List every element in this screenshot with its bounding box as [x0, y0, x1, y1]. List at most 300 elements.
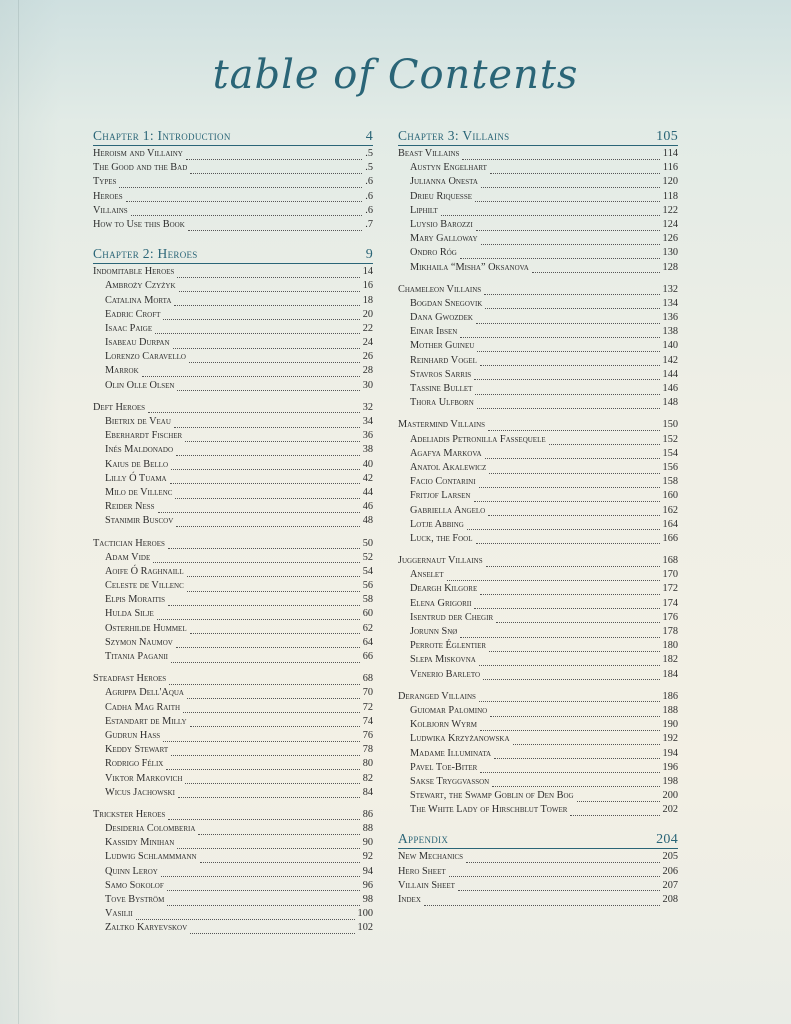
entry-page-number: 94: [362, 865, 373, 877]
dot-leader: [481, 238, 660, 245]
toc-entry-adeliadis-petronilla-fassequele[interactable]: [398, 434, 678, 448]
dot-leader: [492, 780, 659, 787]
entry-label: Reinhard Vogel: [410, 354, 477, 366]
toc-entry-austyn-engelhart[interactable]: [398, 162, 678, 176]
dot-leader: [200, 856, 360, 863]
toc-entry-dana-gwozdek[interactable]: [398, 312, 678, 326]
entry-page-number: 158: [662, 476, 678, 488]
toc-entry-ludwig-schlammmann[interactable]: [93, 851, 373, 865]
entry-label: Milo de Villenc: [105, 486, 173, 498]
toc-entry-quinn-leroy[interactable]: [93, 866, 373, 880]
entry-label: Types: [93, 176, 117, 188]
toc-entry-rodrigo-f-lix[interactable]: [93, 758, 373, 772]
entry-label: Tassine Bullet: [410, 383, 473, 394]
chapter-title: Appendix: [398, 831, 449, 847]
toc-entry-vasilii[interactable]: [93, 908, 373, 922]
toc-entry-wicus-jachowski[interactable]: [93, 787, 373, 801]
entry-page-number: 22: [362, 322, 373, 334]
dot-leader: [488, 424, 660, 431]
toc-entry-ondro-r-g[interactable]: [398, 247, 678, 261]
toc-entry-aoife-raghnaill[interactable]: [93, 566, 373, 580]
entry-label: Gabriella Angelo: [410, 504, 486, 516]
entry-label: Slepa Miskovna: [410, 654, 476, 666]
toc-entry-kolbjorn-wyrm[interactable]: [398, 719, 678, 733]
toc-entry-samo-sokolof[interactable]: [93, 880, 373, 894]
chapter-heading-chapter-2-heroes[interactable]: [93, 246, 373, 264]
toc-entry-pavel-toe-biter[interactable]: [398, 762, 678, 776]
entry-page-number: 20: [362, 308, 373, 320]
toc-section-tactician-heroes[interactable]: [93, 538, 373, 552]
entry-page-number: 162: [662, 504, 678, 516]
entry-label: Villain Sheet: [398, 879, 455, 891]
entry-label: Elena Grigorii: [410, 597, 472, 609]
toc-entry-milo-de-villenc[interactable]: [93, 487, 373, 501]
entry-page-number: 90: [362, 837, 373, 849]
chapter-page-number: 9: [365, 247, 373, 263]
entry-label: Desideria Colomberia: [105, 823, 196, 835]
toc-entry-luck-the-fool[interactable]: [398, 533, 678, 547]
entry-page-number: .6: [365, 190, 373, 202]
entry-page-number: 126: [662, 233, 678, 245]
toc-entry-jorunn-sn[interactable]: [398, 626, 678, 640]
entry-page-number: 184: [662, 668, 678, 680]
entry-page-number: 40: [362, 458, 373, 470]
entry-label: Tove Byström: [105, 894, 165, 905]
entry-label: Luck, the Fool: [410, 532, 473, 544]
entry-page-number: 182: [662, 654, 678, 666]
entry-page-number: 32: [362, 401, 373, 413]
entry-page-number: 142: [662, 354, 678, 366]
toc-entry-isabeau-durpan[interactable]: [93, 337, 373, 351]
dot-leader: [486, 560, 660, 567]
entry-page-number: 70: [362, 687, 373, 699]
entry-page-number: 136: [662, 312, 678, 324]
toc-column-right: [398, 128, 678, 908]
entry-label: Ludwig Schlammmann: [105, 851, 197, 863]
entry-label: Kaius de Bello: [105, 458, 169, 470]
toc-entry-gabriella-angelo[interactable]: [398, 505, 678, 519]
entry-page-number: 80: [362, 758, 373, 770]
entry-page-number: 192: [662, 733, 678, 745]
toc-section-hero-sheet[interactable]: [398, 866, 678, 880]
toc-entry-reinhard-vogel[interactable]: [398, 355, 678, 369]
dot-leader: [178, 791, 360, 798]
dot-leader: [168, 542, 360, 549]
entry-page-number: 144: [662, 368, 678, 380]
entry-label: Deranged Villains: [398, 690, 476, 702]
chapter-title: Chapter 1: Introduction: [93, 128, 231, 143]
toc-section-beast-villains[interactable]: [398, 148, 678, 162]
toc-entry-agafya-markova[interactable]: [398, 448, 678, 462]
toc-section-how-to-use-this-book[interactable]: [93, 219, 373, 233]
dot-leader: [490, 167, 660, 174]
dot-leader: [185, 777, 359, 784]
toc-entry-adam-vide[interactable]: [93, 552, 373, 566]
toc-entry-ambro-y-czy-yk[interactable]: [93, 280, 373, 294]
toc-section-indomitable-heroes[interactable]: [93, 266, 373, 280]
dot-leader: [477, 402, 660, 409]
dot-leader: [485, 452, 660, 459]
entry-page-number: 160: [662, 490, 678, 502]
entry-label: Lilly Ó Tuama: [105, 472, 167, 484]
toc-entry-perrote-glentier[interactable]: [398, 640, 678, 654]
chapter-title: Chapter 3: Villains: [398, 128, 510, 143]
toc-entry-stewart-the-swamp-goblin-of-den-bog[interactable]: [398, 790, 678, 804]
dot-leader: [460, 331, 659, 338]
entry-label: Stavros Sarris: [410, 368, 472, 380]
entry-page-number: .6: [365, 176, 373, 188]
toc-section-villain-sheet[interactable]: [398, 880, 678, 894]
dot-leader: [441, 209, 660, 216]
toc-section-index[interactable]: [398, 894, 678, 908]
dot-leader: [188, 224, 362, 231]
toc-section-deft-heroes[interactable]: [93, 402, 373, 416]
toc-entry-estandart-de-milly[interactable]: [93, 716, 373, 730]
toc-entry-eberhardt-fischer[interactable]: [93, 430, 373, 444]
dot-leader: [490, 710, 659, 717]
entry-page-number: 72: [362, 701, 373, 713]
entry-label: Jorunn Snø: [410, 626, 458, 637]
toc-entry-hulda-silje[interactable]: [93, 608, 373, 622]
dot-leader: [171, 656, 360, 663]
entry-label: Einar Ibsen: [410, 326, 458, 338]
entry-page-number: 38: [362, 444, 373, 456]
toc-entry-zaltko-karyevskov[interactable]: [93, 922, 373, 936]
entry-label: Mastermind Villains: [398, 419, 486, 431]
entry-label: Marrok: [105, 365, 139, 377]
entry-label: Facio Contarini: [410, 476, 476, 488]
toc-section-mastermind-villains[interactable]: [398, 419, 678, 433]
toc-section-types[interactable]: [93, 176, 373, 190]
entry-page-number: 100: [357, 908, 373, 920]
toc-section-trickster-heroes[interactable]: [93, 809, 373, 823]
toc-entry-osterhilde-hummel[interactable]: [93, 623, 373, 637]
entry-page-number: .5: [365, 148, 373, 159]
entry-page-number: 42: [362, 472, 373, 484]
entry-label: Kolbjorn Wyrm: [410, 719, 477, 731]
toc-entry-tove-bystr-m[interactable]: [93, 894, 373, 908]
dot-leader: [142, 370, 360, 377]
entry-page-number: 66: [362, 651, 373, 662]
entry-page-number: 34: [362, 416, 373, 427]
entry-page-number: .6: [365, 204, 373, 216]
chapter-heading-chapter-1-introduction[interactable]: [93, 128, 373, 146]
toc-entry-isentrud-der-chegir[interactable]: [398, 612, 678, 626]
entry-label: Celeste de Villenc: [105, 580, 184, 592]
entry-page-number: 172: [662, 583, 678, 595]
entry-page-number: 54: [362, 565, 373, 577]
toc-section-the-good-and-the-bad[interactable]: [93, 162, 373, 176]
entry-page-number: 180: [662, 640, 678, 652]
entry-label: Liphilt: [410, 204, 438, 216]
entry-label: Anatol Akalewicz: [410, 461, 487, 473]
dot-leader: [458, 884, 660, 891]
toc-entry-catalina-morta[interactable]: [93, 295, 373, 309]
entry-page-number: 186: [662, 690, 678, 702]
toc-entry-mary-galloway[interactable]: [398, 233, 678, 247]
dot-leader: [131, 209, 363, 216]
map-decoration: [0, 0, 60, 1024]
entry-page-number: 164: [662, 518, 678, 530]
toc-section-new-mechanics[interactable]: [398, 851, 678, 865]
dot-leader: [119, 181, 362, 188]
chapter-heading-chapter-3-villains[interactable]: [398, 128, 678, 146]
toc-entry-anatol-akalewicz[interactable]: [398, 462, 678, 476]
entry-page-number: 188: [662, 704, 678, 716]
dot-leader: [190, 627, 360, 634]
toc-entry-marrok[interactable]: [93, 365, 373, 379]
entry-page-number: 24: [362, 337, 373, 349]
entry-page-number: 48: [362, 515, 373, 527]
entry-page-number: 116: [662, 162, 678, 174]
toc-section-chameleon-villains[interactable]: [398, 284, 678, 298]
entry-label: Chameleon Villains: [398, 283, 482, 295]
entry-label: Anselet: [410, 569, 444, 581]
toc-entry-luysio-barozzi[interactable]: [398, 219, 678, 233]
dot-leader: [176, 520, 359, 527]
dot-leader: [476, 224, 660, 231]
entry-page-number: 74: [362, 715, 373, 727]
entry-label: Tactician Heroes: [93, 537, 165, 549]
entry-label: Keddy Stewart: [105, 744, 169, 756]
entry-label: Zaltko Karyevskov: [105, 922, 188, 934]
entry-label: Deft Heroes: [93, 401, 146, 413]
toc-entry-reider-ness[interactable]: [93, 501, 373, 515]
dot-leader: [163, 313, 359, 320]
entry-label: Luysio Barozzi: [410, 218, 473, 230]
entry-label: Lotje Abbing: [410, 518, 464, 530]
chapter-heading-appendix[interactable]: [398, 831, 678, 849]
entry-label: Fritjof Larsen: [410, 490, 471, 502]
dot-leader: [488, 509, 659, 516]
toc-entry-slepa-miskovna[interactable]: [398, 654, 678, 668]
dot-leader: [513, 738, 660, 745]
entry-label: Hero Sheet: [398, 865, 446, 877]
toc-entry-the-white-lady-of-hirschblut-tower[interactable]: [398, 804, 678, 818]
toc-section-deranged-villains[interactable]: [398, 691, 678, 705]
entry-page-number: .5: [365, 162, 373, 174]
toc-entry-isaac-paige[interactable]: [93, 323, 373, 337]
dot-leader: [198, 828, 359, 835]
dot-leader: [483, 673, 660, 680]
entry-page-number: 205: [662, 851, 678, 863]
entry-page-number: 62: [362, 622, 373, 634]
toc-entry-ludwika-krzy-anowska[interactable]: [398, 733, 678, 747]
entry-page-number: 124: [662, 218, 678, 230]
dot-leader: [577, 795, 660, 802]
toc-entry-drieu-riquesse[interactable]: [398, 191, 678, 205]
entry-label: Ludwika Krzyżanowska: [410, 733, 510, 745]
toc-entry-keddy-stewart[interactable]: [93, 744, 373, 758]
entry-label: Venerio Barleto: [410, 668, 481, 680]
dot-leader: [177, 842, 359, 849]
toc-section-juggernaut-villains[interactable]: [398, 555, 678, 569]
entry-label: Stanimir Buscov: [105, 515, 174, 527]
entry-label: Agafya Markova: [410, 447, 482, 459]
toc-entry-agrippa-dell-aqua[interactable]: [93, 687, 373, 701]
dot-leader: [185, 435, 359, 442]
entry-page-number: 60: [362, 608, 373, 620]
toc-entry-facio-contarini[interactable]: [398, 476, 678, 490]
toc-entry-szymon-naumov[interactable]: [93, 637, 373, 651]
toc-entry-mother-guineu[interactable]: [398, 340, 678, 354]
dot-leader: [475, 388, 659, 395]
entry-label: Cadha Mag Raith: [105, 701, 181, 713]
chapter-page-number: 105: [656, 129, 678, 144]
toc-entry-cadha-mag-raith[interactable]: [93, 702, 373, 716]
toc-entry-olin-olle-olsen[interactable]: [93, 380, 373, 394]
toc-entry-bietrix-de-veau[interactable]: [93, 416, 373, 430]
toc-entry-sakse-tryggvasson[interactable]: [398, 776, 678, 790]
toc-entry-fritjof-larsen[interactable]: [398, 490, 678, 504]
entry-label: Mikhaila “Misha” Oksanova: [410, 261, 529, 273]
entry-label: Estandart de Milly: [105, 715, 187, 727]
entry-page-number: 96: [362, 879, 373, 891]
entry-label: Heroes: [93, 190, 123, 202]
dot-leader: [189, 356, 360, 363]
entry-page-number: 118: [662, 190, 678, 202]
entry-page-number: 76: [362, 729, 373, 741]
toc-entry-stanimir-buscov[interactable]: [93, 515, 373, 529]
entry-label: Isentrud der Chegir: [410, 611, 494, 623]
toc-entry-gudrun-hass[interactable]: [93, 730, 373, 744]
entry-page-number: 202: [662, 804, 678, 816]
dot-leader: [168, 599, 360, 606]
entry-label: How to Use this Book: [93, 218, 185, 230]
dot-leader: [158, 506, 360, 513]
toc-entry-anselet[interactable]: [398, 569, 678, 583]
toc-entry-thora-ulfborn[interactable]: [398, 397, 678, 411]
entry-label: Vasilii: [105, 908, 133, 920]
entry-label: Reider Ness: [105, 501, 155, 513]
entry-page-number: 156: [662, 461, 678, 473]
dot-leader: [157, 613, 360, 620]
entry-page-number: 82: [362, 772, 373, 784]
dot-leader: [570, 809, 659, 816]
toc-entry-eadric-croft[interactable]: [93, 309, 373, 323]
entry-label: Austyn Engelhart: [410, 162, 487, 174]
dot-leader: [190, 927, 354, 934]
dot-leader: [480, 766, 659, 773]
dot-leader: [489, 645, 660, 652]
dot-leader: [168, 813, 359, 820]
toc-entry-liphilt[interactable]: [398, 205, 678, 219]
toc-entry-desideria-colomberia[interactable]: [93, 823, 373, 837]
entry-page-number: 14: [362, 266, 373, 278]
chapter-title: Chapter 2: Heroes: [93, 246, 198, 262]
entry-page-number: .7: [365, 218, 373, 230]
dot-leader: [169, 678, 360, 685]
entry-page-number: 178: [662, 626, 678, 637]
toc-entry-in-s-maldonado[interactable]: [93, 444, 373, 458]
dot-leader: [474, 373, 659, 380]
toc-entry-stavros-sarris[interactable]: [398, 369, 678, 383]
entry-label: Gudrun Hass: [105, 729, 161, 741]
entry-label: The Good and the Bad: [93, 162, 188, 174]
entry-label: Aoife Ó Raghnaill: [105, 565, 184, 577]
entry-page-number: 78: [362, 744, 373, 756]
entry-page-number: 28: [362, 365, 373, 377]
dot-leader: [186, 153, 362, 160]
entry-page-number: 44: [362, 486, 373, 498]
toc-section-heroism-and-villainy[interactable]: [93, 148, 373, 162]
toc-entry-viktor-markovich[interactable]: [93, 773, 373, 787]
entry-label: Isaac Paige: [105, 322, 153, 334]
dot-leader: [175, 492, 359, 499]
dot-leader: [173, 342, 360, 349]
toc-entry-kassidy-minihan[interactable]: [93, 837, 373, 851]
toc-entry-tassine-bullet[interactable]: [398, 383, 678, 397]
entry-label: Viktor Markovich: [105, 772, 183, 784]
toc-entry-lorenzo-caravello[interactable]: [93, 351, 373, 365]
entry-page-number: 208: [662, 894, 678, 905]
toc-entry-lotje-abbing[interactable]: [398, 519, 678, 533]
dot-leader: [155, 327, 360, 334]
toc-entry-einar-ibsen[interactable]: [398, 326, 678, 340]
dot-leader: [170, 477, 360, 484]
entry-page-number: 206: [662, 865, 678, 877]
toc-entry-guiomar-palomino[interactable]: [398, 705, 678, 719]
entry-page-number: 30: [362, 379, 373, 391]
entry-page-number: 36: [362, 430, 373, 442]
dot-leader: [174, 421, 360, 428]
entry-page-number: 102: [357, 922, 373, 934]
toc-entry-elena-grigorii[interactable]: [398, 598, 678, 612]
toc-section-villains[interactable]: [93, 205, 373, 219]
entry-label: New Mechanics: [398, 851, 464, 863]
entry-label: Elpis Moraitis: [105, 594, 166, 606]
toc-section-steadfast-heroes[interactable]: [93, 673, 373, 687]
entry-page-number: 120: [662, 176, 678, 188]
entry-label: Agrippa Dell'Aqua: [105, 687, 184, 699]
toc-entry-kaius-de-bello[interactable]: [93, 459, 373, 473]
toc-entry-elpis-moraitis[interactable]: [93, 594, 373, 608]
dot-leader: [176, 449, 360, 456]
dot-leader: [480, 724, 660, 731]
page-title: table of Contents: [212, 52, 579, 98]
entry-page-number: 52: [362, 551, 373, 563]
toc-entry-celeste-de-villenc[interactable]: [93, 580, 373, 594]
entry-label: Trickster Heroes: [93, 808, 166, 820]
entry-label: Olin Olle Olsen: [105, 379, 175, 391]
dot-leader: [148, 406, 360, 413]
toc-entry-mikhaila-misha-oksanova[interactable]: [398, 262, 678, 276]
toc-section-heroes[interactable]: [93, 191, 373, 205]
toc-entry-deargh-kilgore[interactable]: [398, 583, 678, 597]
entry-page-number: 148: [662, 397, 678, 409]
entry-page-number: 174: [662, 597, 678, 609]
dot-leader: [187, 692, 360, 699]
toc-entry-titania-paganii[interactable]: [93, 651, 373, 665]
dot-leader: [167, 899, 359, 906]
toc-entry-lilly-tuama[interactable]: [93, 473, 373, 487]
entry-label: Indomitable Heroes: [93, 266, 175, 278]
dot-leader: [467, 523, 660, 530]
entry-label: Quinn Leroy: [105, 865, 158, 877]
entry-page-number: 56: [362, 580, 373, 592]
entry-page-number: 207: [662, 879, 678, 891]
toc-entry-venerio-barleto[interactable]: [398, 669, 678, 683]
toc-entry-bogdan-snegovik[interactable]: [398, 298, 678, 312]
dot-leader: [476, 317, 660, 324]
dot-leader: [479, 695, 660, 702]
dot-leader: [179, 285, 360, 292]
toc-entry-madame-illuminata[interactable]: [398, 748, 678, 762]
dot-leader: [494, 752, 659, 759]
dot-leader: [176, 641, 360, 648]
toc-entry-julianna-onesta[interactable]: [398, 176, 678, 190]
entry-label: Titania Paganii: [105, 651, 169, 662]
